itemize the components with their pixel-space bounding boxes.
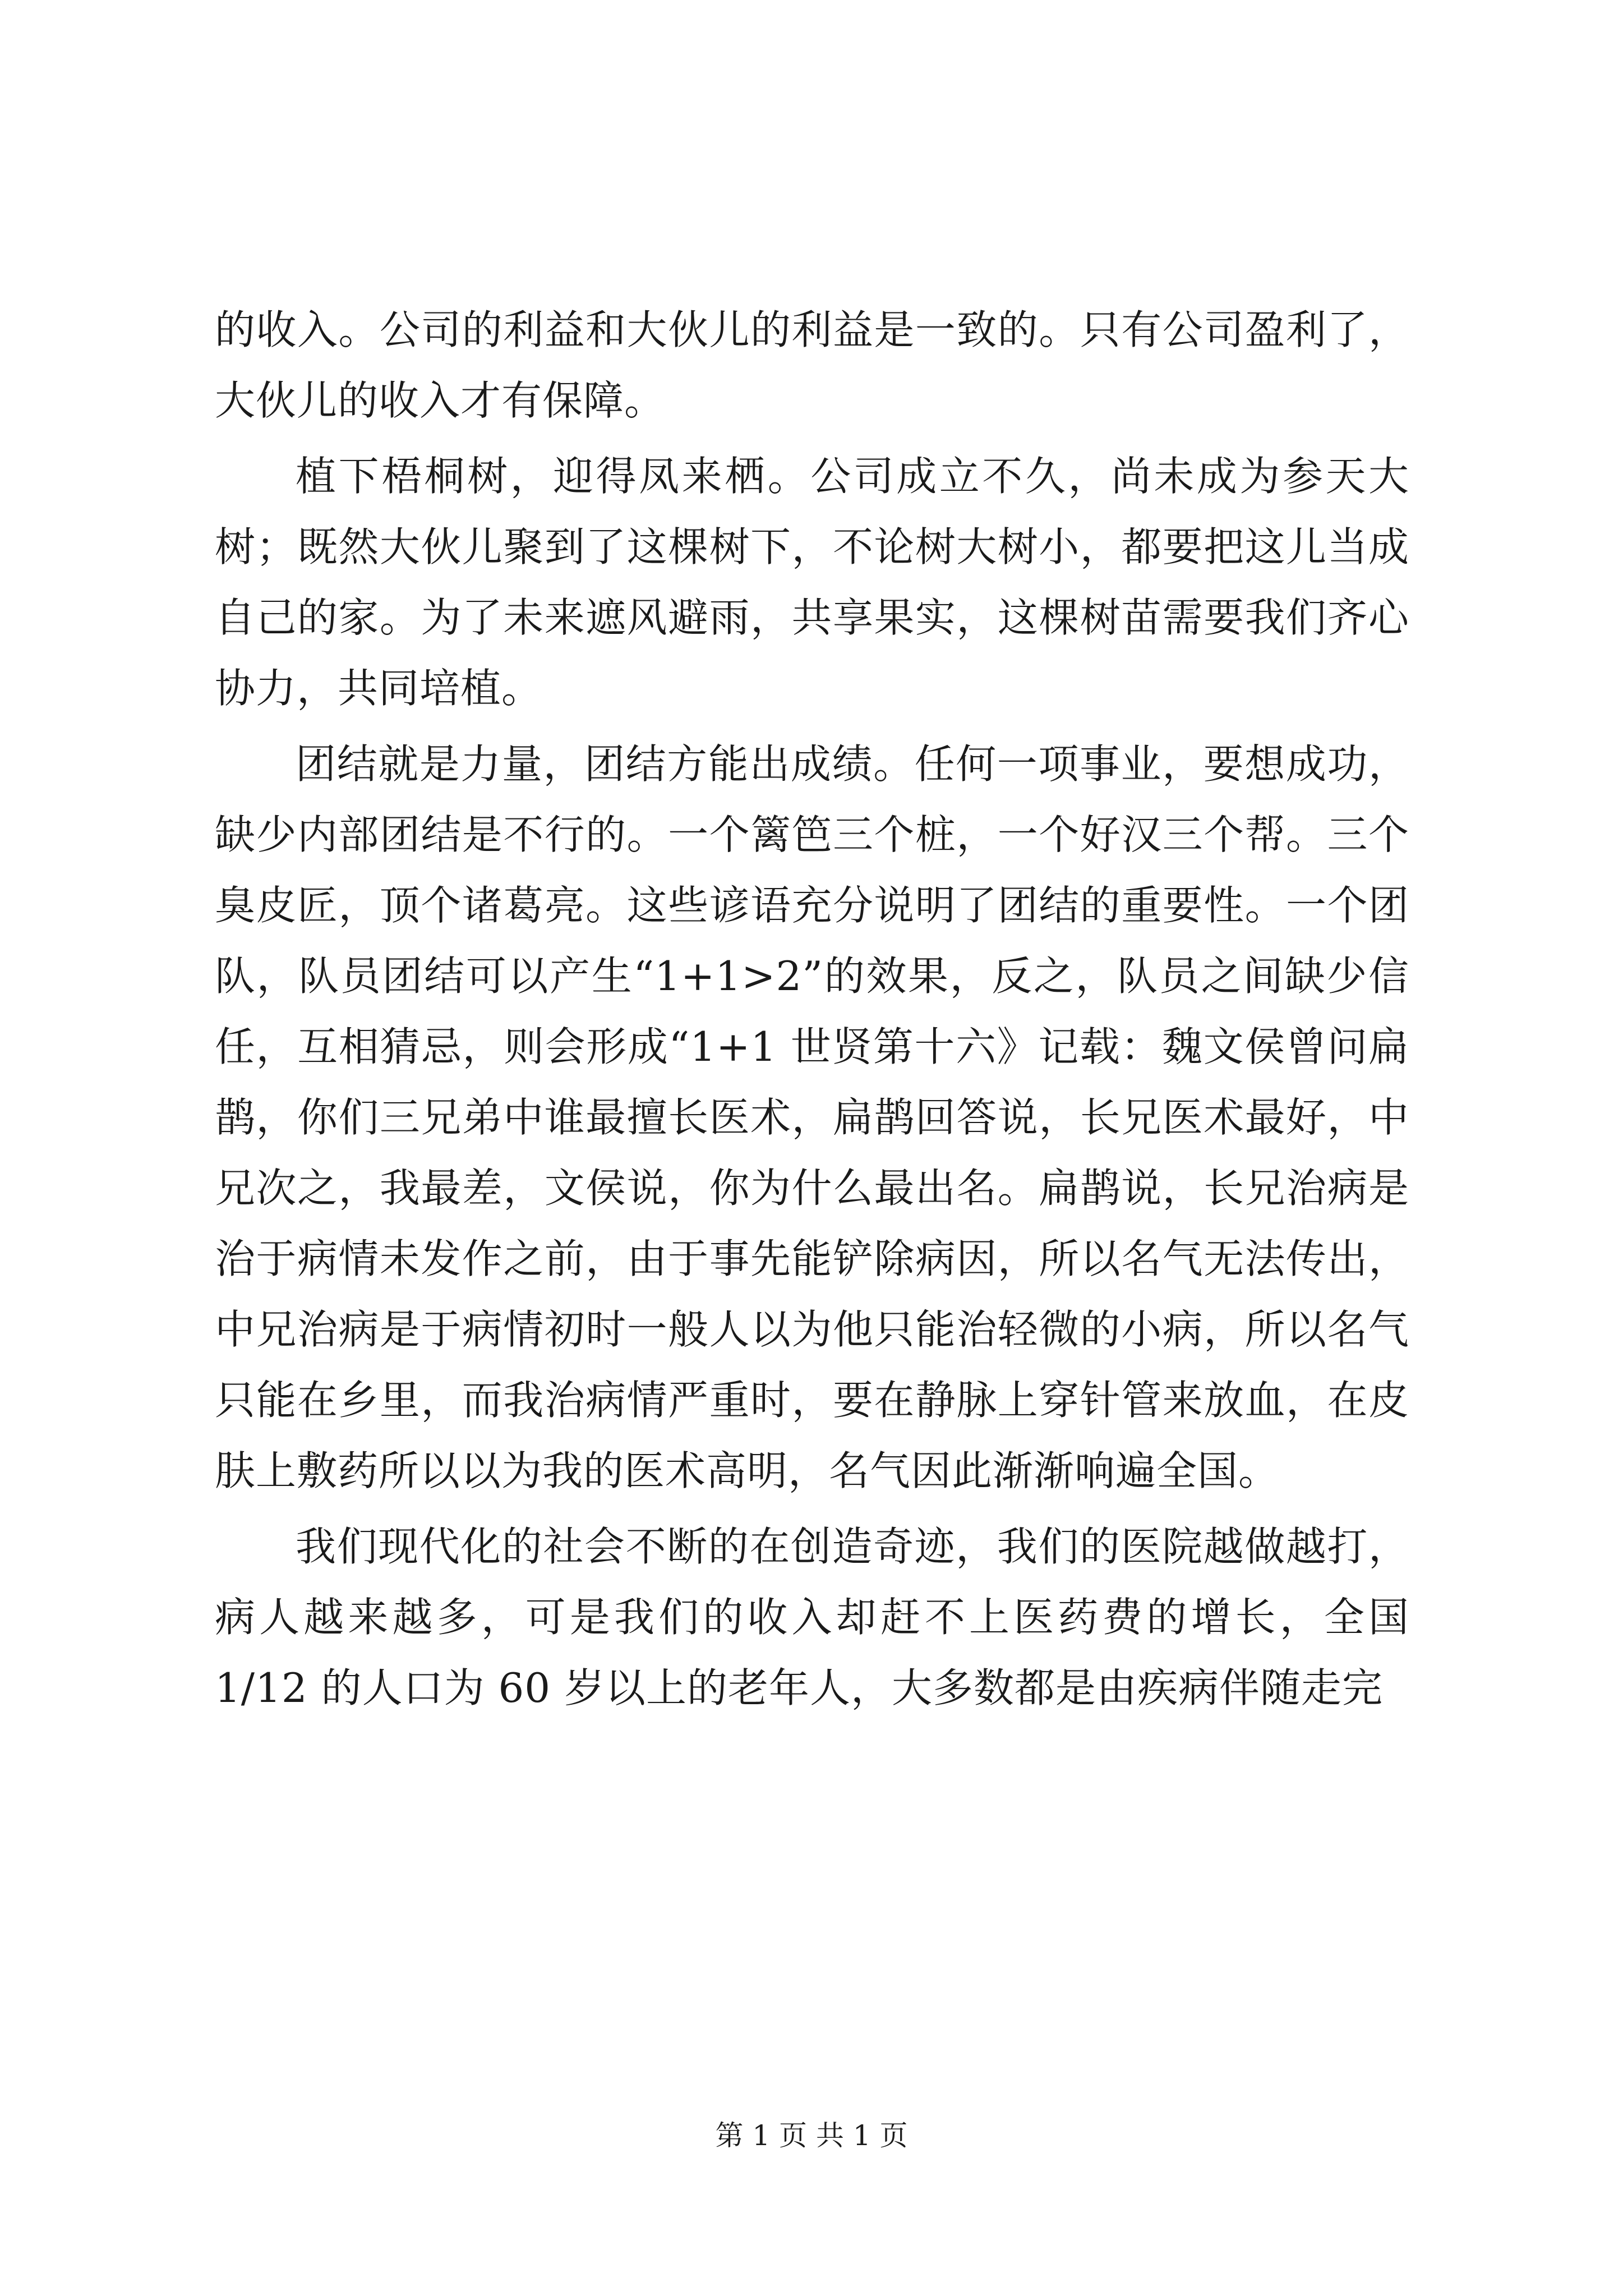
paragraph-3: 团结就是力量，团结方能出成绩。任何一项事业，要想成功，缺少内部团结是不行的。一个篱笆三个桩，一个好汉三个帮。三个臭皮匠，顶个诸葛亮。这些谚语充分说明了团结的重要性。一个团队，队员团结可以产生“1+1>2”的效果，反之，队员之间缺少信任，互相猜忌，则会形成“1+1 世贤第十六》记载：魏文侯曾问扁鹊，你们三兄弟中谁最擅长医术，扁鹊回答说，长兄医术最好，中兄次之，我最差，文侯说，你为什么最出名。扁鹊说，长兄治病是治于病情未发作之前，由于事先能铲除病因，所以名气无法传出，中兄治病是于病情初时一般人以为他只能治轻微的小病，所以名气只能在乡里，而我治病情严重时，要在静脉上穿针管来放血，在皮肤上敷药所以以为我的医术高明，名气因此渐渐响遍全国。 [215,740,1409,1494]
page-footer: 第 1 页 共 1 页 [715,2119,908,2152]
paragraph-2: 植下梧桐树，迎得凤来栖。公司成立不久，尚未成为参天大树；既然大伙儿聚到了这棵树下，不论树大树小，都要把这儿当成自己的家。为了未来遮风避雨，共享果实，这棵树苗需要我们齐心协力，共同培植。 [215,453,1409,712]
paragraph-4: 我们现代化的社会不断的在创造奇迹，我们的医院越做越打，病人越来越多，可是我们的收入却赶不上医药费的增长，全国 1/12 的人口为 60 岁以上的老年人，大多数都是由疾病伴随走完 [215,1523,1409,1711]
body-text [215,295,1409,1728]
paragraph-1: 的收入。公司的利益和大伙儿的利益是一致的。只有公司盈利了，大伙儿的收入才有保障。 [215,306,1409,424]
